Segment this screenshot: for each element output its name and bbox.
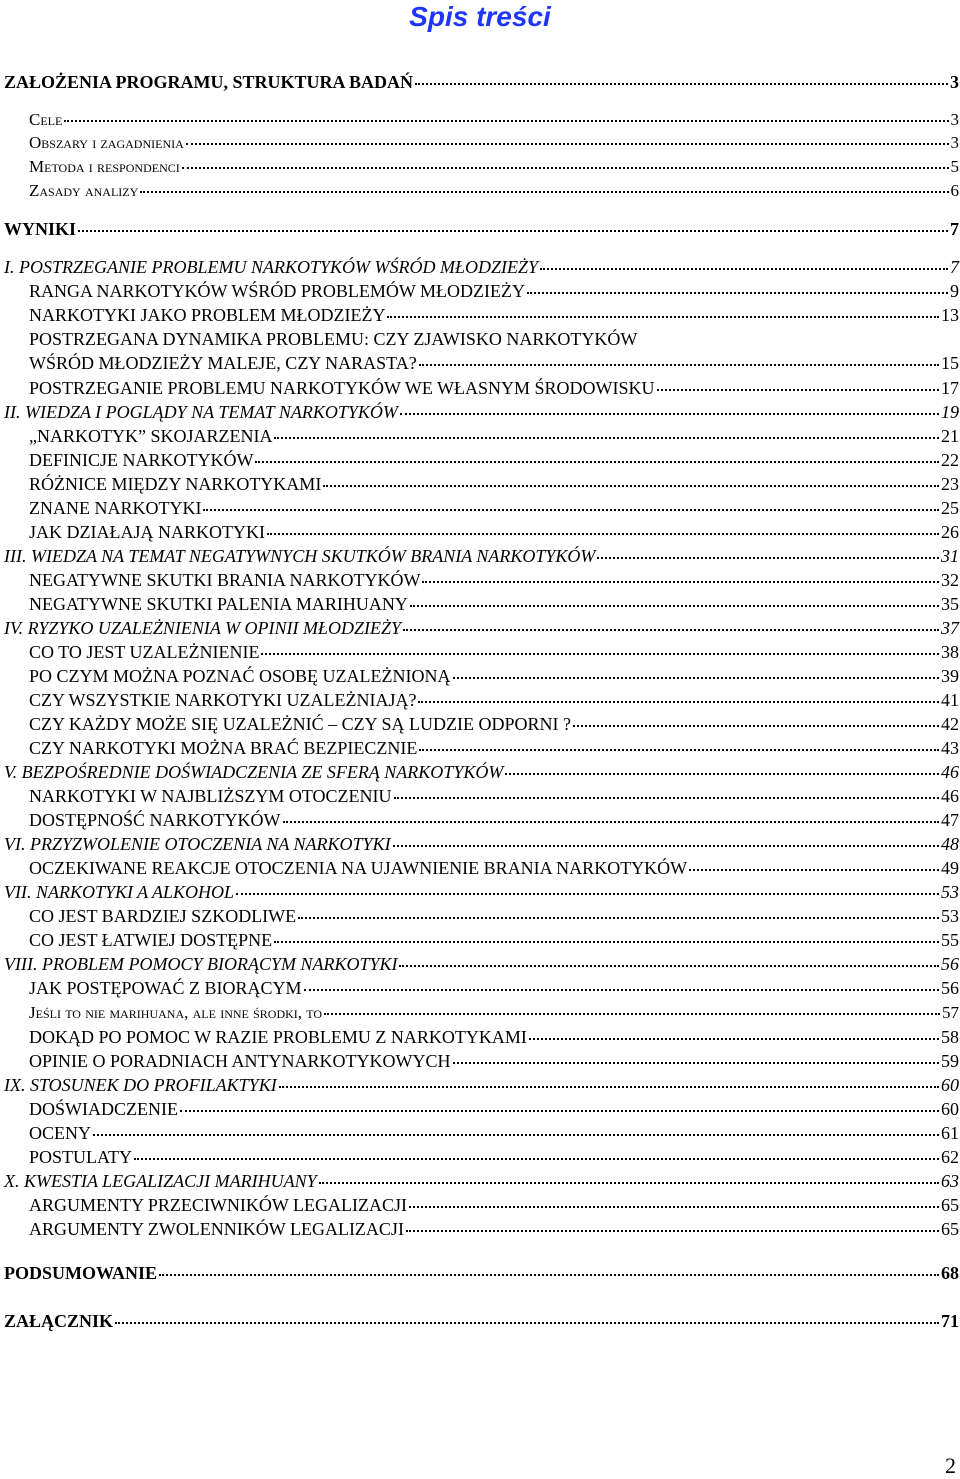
toc-entry[interactable] <box>29 737 959 759</box>
toc-entry-page: 38 <box>941 642 959 662</box>
toc-entry[interactable] <box>4 545 959 567</box>
toc-entry-text: JAK DZIAŁAJĄ NARKOTYKI <box>29 522 265 542</box>
toc-entry[interactable] <box>4 881 959 903</box>
toc-entry-text: POSTULATY <box>29 1147 133 1167</box>
toc-entry-page: 42 <box>941 714 959 734</box>
dot-leader <box>409 1206 939 1208</box>
toc-entry-text: DEFINICJE NARKOTYKÓW <box>29 450 254 470</box>
toc-entry-page: 55 <box>941 930 959 950</box>
toc-entry-page: 35 <box>941 594 959 614</box>
toc-entry[interactable] <box>4 256 959 278</box>
toc-entry-page: 22 <box>941 450 959 470</box>
toc-entry-page: 17 <box>941 378 959 398</box>
toc-entry-page: 31 <box>941 546 959 566</box>
dot-leader <box>393 845 939 847</box>
toc-entry-page: 25 <box>941 498 959 518</box>
dot-leader <box>453 1062 940 1064</box>
toc-entry-page: 46 <box>941 762 959 782</box>
toc-entry[interactable] <box>4 401 959 423</box>
dot-leader <box>261 653 939 655</box>
toc-entry-page: 47 <box>941 810 959 830</box>
toc-entry[interactable] <box>29 977 959 999</box>
dot-leader <box>418 701 939 703</box>
dot-leader <box>689 869 939 871</box>
toc-entry-page: 43 <box>941 738 959 758</box>
dot-leader <box>180 1110 939 1112</box>
toc-entry-page: 19 <box>941 402 959 422</box>
dot-leader <box>159 1274 939 1276</box>
toc-entry-text: DOSTĘPNOŚĆ NARKOTYKÓW <box>29 810 281 830</box>
toc-entry-page: 39 <box>941 666 959 686</box>
toc-entry[interactable] <box>29 180 959 202</box>
toc-entry-text: POSTRZEGANIE PROBLEMU NARKOTYKÓW WE WŁASNYM ŚRODOWISKU <box>29 378 655 398</box>
toc-entry[interactable] <box>29 132 959 154</box>
toc-entry-page: 23 <box>941 474 959 494</box>
dot-leader <box>267 533 939 535</box>
toc-entry-text: IV. RYZYKO UZALEŻNIENIA W OPINII MŁODZIEŻY <box>4 618 402 638</box>
toc-entry-text: DOŚWIADCZENIE <box>29 1099 178 1119</box>
toc-entry-text: DOKĄD PO POMOC W RAZIE PROBLEMU Z NARKOTYKAMI <box>29 1027 527 1047</box>
dot-leader <box>419 749 939 751</box>
toc-entry-text: NARKOTYKI JAKO PROBLEM MŁODZIEŻY <box>29 305 386 325</box>
toc-entry[interactable] <box>29 1026 959 1048</box>
toc-entry-page: 56 <box>941 954 959 974</box>
toc-entry-text: CO JEST ŁATWIEJ DOSTĘPNE <box>29 930 273 950</box>
toc-entry-text: OCENY <box>29 1123 91 1143</box>
dot-leader <box>422 581 939 583</box>
toc-entry-text: NEGATYWNE SKUTKI PALENIA MARIHUANY <box>29 594 408 614</box>
toc-entry-page: 61 <box>941 1123 959 1143</box>
toc-entry[interactable] <box>4 617 959 639</box>
toc-entry-page: 46 <box>941 786 959 806</box>
dot-leader <box>505 773 939 775</box>
dot-leader <box>140 191 948 193</box>
toc-entry-page: 41 <box>941 690 959 710</box>
toc-entry-text: RÓŻNICE MIĘDZY NARKOTYKAMI <box>29 474 322 494</box>
toc-entry[interactable] <box>29 1146 959 1168</box>
toc-entry-text-line1: POSTRZEGANA DYNAMIKA PROBLEMU: CZY ZJAWISKO NARKOTYKÓW <box>29 329 638 349</box>
toc-entry[interactable] <box>29 713 959 735</box>
dot-leader <box>134 1158 939 1160</box>
toc-entry[interactable] <box>29 809 959 831</box>
toc-entry[interactable] <box>4 953 959 975</box>
toc-entry[interactable] <box>29 929 959 951</box>
dot-leader <box>78 230 948 232</box>
dot-leader <box>527 292 948 294</box>
toc-entry-page: 9 <box>950 281 959 301</box>
dot-leader <box>399 965 939 967</box>
toc-entry-text: VII. NARKOTYKI A ALKOHOL <box>4 882 235 902</box>
toc-entry-page: 71 <box>941 1311 959 1331</box>
toc-entry[interactable] <box>29 1122 959 1144</box>
toc-entry-page: 7 <box>950 219 959 239</box>
toc-entry[interactable] <box>29 569 959 591</box>
toc-entry-text: WYNIKI <box>4 219 77 239</box>
toc-entry-page: 3 <box>950 133 959 152</box>
toc-entry[interactable] <box>4 1074 959 1096</box>
dot-leader <box>182 167 949 169</box>
page-title: Spis treści <box>409 1 551 32</box>
toc-entry[interactable] <box>29 109 959 131</box>
toc-entry-page: 37 <box>941 618 959 638</box>
toc-entry-page: 5 <box>950 157 959 176</box>
toc-entry-text: OCZEKIWANE REAKCJE OTOCZENIA NA UJAWNIENIE BRANIA NARKOTYKÓW <box>29 858 688 878</box>
toc-entry-page: 48 <box>941 834 959 854</box>
toc-entry[interactable] <box>29 689 959 711</box>
toc-entry[interactable] <box>29 641 959 663</box>
toc-entry[interactable] <box>29 377 959 399</box>
toc-entry-page: 63 <box>941 1171 959 1191</box>
toc-entry-text: RANGA NARKOTYKÓW WŚRÓD PROBLEMÓW MŁODZIEŻY <box>29 281 526 301</box>
toc-entry[interactable] <box>29 665 959 687</box>
toc-entry[interactable] <box>29 352 959 374</box>
dot-leader <box>415 83 948 85</box>
dot-leader <box>387 316 939 318</box>
toc-entry-text: CZY NARKOTYKI MOŻNA BRAĆ BEZPIECZNIE <box>29 738 418 758</box>
dot-leader <box>540 268 948 270</box>
toc-entry[interactable] <box>29 1002 959 1024</box>
toc-entry-page: 32 <box>941 570 959 590</box>
toc-entry[interactable] <box>29 156 959 178</box>
toc-entry[interactable] <box>29 1098 959 1120</box>
dot-leader <box>400 413 939 415</box>
toc-entry-page: 7 <box>950 257 959 277</box>
toc-entry[interactable] <box>4 833 959 855</box>
toc-entry[interactable] <box>29 785 959 807</box>
toc-entry-text: Jeśli to nie marihuana, ale inne środki, to <box>29 1003 323 1022</box>
toc-entry-text: ARGUMENTY PRZECIWNIKÓW LEGALIZACJI <box>29 1195 407 1215</box>
dot-leader <box>298 917 939 919</box>
toc-entry[interactable] <box>4 71 959 93</box>
toc-entry[interactable] <box>29 593 959 615</box>
toc-entry-page: 68 <box>941 1263 959 1283</box>
toc-entry-page: 6 <box>950 181 959 200</box>
toc-entry-text: WŚRÓD MŁODZIEŻY MALEJE, CZY NARASTA? <box>29 353 417 373</box>
dot-leader <box>274 437 939 439</box>
toc-entry-page: 3 <box>950 72 959 92</box>
toc-entry[interactable] <box>29 1194 959 1216</box>
toc-entry-text: III. WIEDZA NA TEMAT NEGATYWNYCH SKUTKÓW BRANIA NARKOTYKÓW <box>4 546 596 566</box>
toc-entry[interactable] <box>4 761 959 783</box>
toc-entry-text: CO TO JEST UZALEŻNIENIE <box>29 642 260 662</box>
toc-entry-text: ZNANE NARKOTYKI <box>29 498 202 518</box>
dot-leader <box>394 797 940 799</box>
toc-entry-page: 15 <box>941 353 959 373</box>
toc-entry-text: „NARKOTYK” SKOJARZENIA <box>29 426 273 446</box>
toc-entry-page: 21 <box>941 426 959 446</box>
toc-entry-text: CO JEST BARDZIEJ SZKODLIWE <box>29 906 297 926</box>
toc-entry-page: 13 <box>941 305 959 325</box>
dot-leader <box>529 1038 939 1040</box>
toc-entry-text: V. BEZPOŚREDNIE DOŚWIADCZENIA ZE SFERĄ NARKOTYKÓW <box>4 762 504 782</box>
toc-entry-page: 26 <box>941 522 959 542</box>
toc-entry-page: 65 <box>941 1219 959 1239</box>
dot-leader <box>406 1230 939 1232</box>
toc-entry-page: 49 <box>941 858 959 878</box>
toc-entry[interactable] <box>4 218 959 240</box>
toc-entry-page: 56 <box>941 978 959 998</box>
toc-entry-text: I. POSTRZEGANIE PROBLEMU NARKOTYKÓW WŚRÓD MŁODZIEŻY <box>4 257 539 277</box>
toc-entry-text: VI. PRZYZWOLENIE OTOCZENIA NA NARKOTYKI <box>4 834 391 854</box>
dot-leader <box>657 389 939 391</box>
toc-entry-text: IX. STOSUNEK DO PROFILAKTYKI <box>4 1075 277 1095</box>
dot-leader <box>186 143 949 145</box>
toc-entry[interactable] <box>4 1310 959 1332</box>
dot-leader <box>453 677 939 679</box>
toc-entry[interactable] <box>29 304 959 326</box>
toc-entry-text: Zasady analizy <box>29 181 139 200</box>
toc-entry[interactable] <box>29 857 959 879</box>
dot-leader <box>304 989 939 991</box>
toc-entry-text: ZAŁOŻENIA PROGRAMU, STRUKTURA BADAŃ <box>4 72 414 92</box>
dot-leader <box>283 821 939 823</box>
toc-entry-text: Cele <box>29 110 63 129</box>
toc-entry-page: 65 <box>941 1195 959 1215</box>
toc-entry[interactable] <box>29 449 959 471</box>
toc-entry[interactable] <box>29 280 959 302</box>
toc-entry-page: 59 <box>941 1051 959 1071</box>
dot-leader <box>93 1134 939 1136</box>
toc-entry-text: CZY KAŻDY MOŻE SIĘ UZALEŻNIĆ – CZY SĄ LUDZIE ODPORNI ? <box>29 714 571 734</box>
toc-entry-page: 53 <box>941 882 959 902</box>
dot-leader <box>64 120 948 122</box>
toc-entry-page: 57 <box>942 1003 959 1022</box>
toc-entry-text: X. KWESTIA LEGALIZACJI MARIHUANY <box>4 1171 317 1191</box>
dot-leader <box>597 557 939 559</box>
toc-entry-text: PO CZYM MOŻNA POZNAĆ OSOBĘ UZALEŻNIONĄ <box>29 666 451 686</box>
toc-entry-text: ARGUMENTY ZWOLENNIKÓW LEGALIZACJI <box>29 1219 404 1239</box>
toc-entry[interactable] <box>29 425 959 447</box>
toc-entry[interactable] <box>4 1170 959 1192</box>
toc-entry-text: II. WIEDZA I POGLĄDY NA TEMAT NARKOTYKÓW <box>4 402 398 422</box>
page-number: 2 <box>945 1453 956 1478</box>
toc-entry[interactable] <box>29 473 959 495</box>
dot-leader <box>323 485 939 487</box>
dot-leader <box>324 1013 940 1015</box>
toc-entry-text: PODSUMOWANIE <box>4 1263 158 1283</box>
toc-entry-text: Metoda i respondenci <box>29 157 180 176</box>
toc-entry[interactable] <box>29 497 959 519</box>
toc-entry-page: 62 <box>941 1147 959 1167</box>
toc-entry-text: CZY WSZYSTKIE NARKOTYKI UZALEŻNIAJĄ? <box>29 690 417 710</box>
toc-entry-page: 58 <box>941 1027 959 1047</box>
dot-leader <box>419 364 939 366</box>
dot-leader <box>236 893 939 895</box>
dot-leader <box>255 461 939 463</box>
toc-entry-page: 3 <box>950 110 959 129</box>
toc-entry-text: ZAŁĄCZNIK <box>4 1311 114 1331</box>
dot-leader <box>403 629 939 631</box>
toc-entry-text: JAK POSTĘPOWAĆ Z BIORĄCYM <box>29 978 302 998</box>
toc-entry[interactable] <box>4 1262 959 1284</box>
dot-leader <box>115 1322 939 1324</box>
toc-entry-text: NEGATYWNE SKUTKI BRANIA NARKOTYKÓW <box>29 570 421 590</box>
toc-entry[interactable] <box>29 1218 959 1240</box>
dot-leader <box>203 509 939 511</box>
dot-leader <box>410 605 939 607</box>
toc-entry-page: 60 <box>941 1075 959 1095</box>
toc-entry[interactable] <box>29 905 959 927</box>
dot-leader <box>319 1182 939 1184</box>
toc-entry-page: 60 <box>941 1099 959 1119</box>
dot-leader <box>573 725 939 727</box>
toc-entry-text: Obszary i zagadnienia <box>29 133 184 152</box>
dot-leader <box>279 1086 939 1088</box>
toc-entry-text: VIII. PROBLEM POMOCY BIORĄCYM NARKOTYKI <box>4 954 398 974</box>
toc-entry-text: NARKOTYKI W NAJBLIŻSZYM OTOCZENIU <box>29 786 392 806</box>
dot-leader <box>274 941 939 943</box>
toc-entry-page: 53 <box>941 906 959 926</box>
toc-entry-text: OPINIE O PORADNIACH ANTYNARKOTYKOWYCH <box>29 1051 451 1071</box>
toc-entry[interactable] <box>29 521 959 543</box>
toc-entry[interactable] <box>29 1050 959 1072</box>
